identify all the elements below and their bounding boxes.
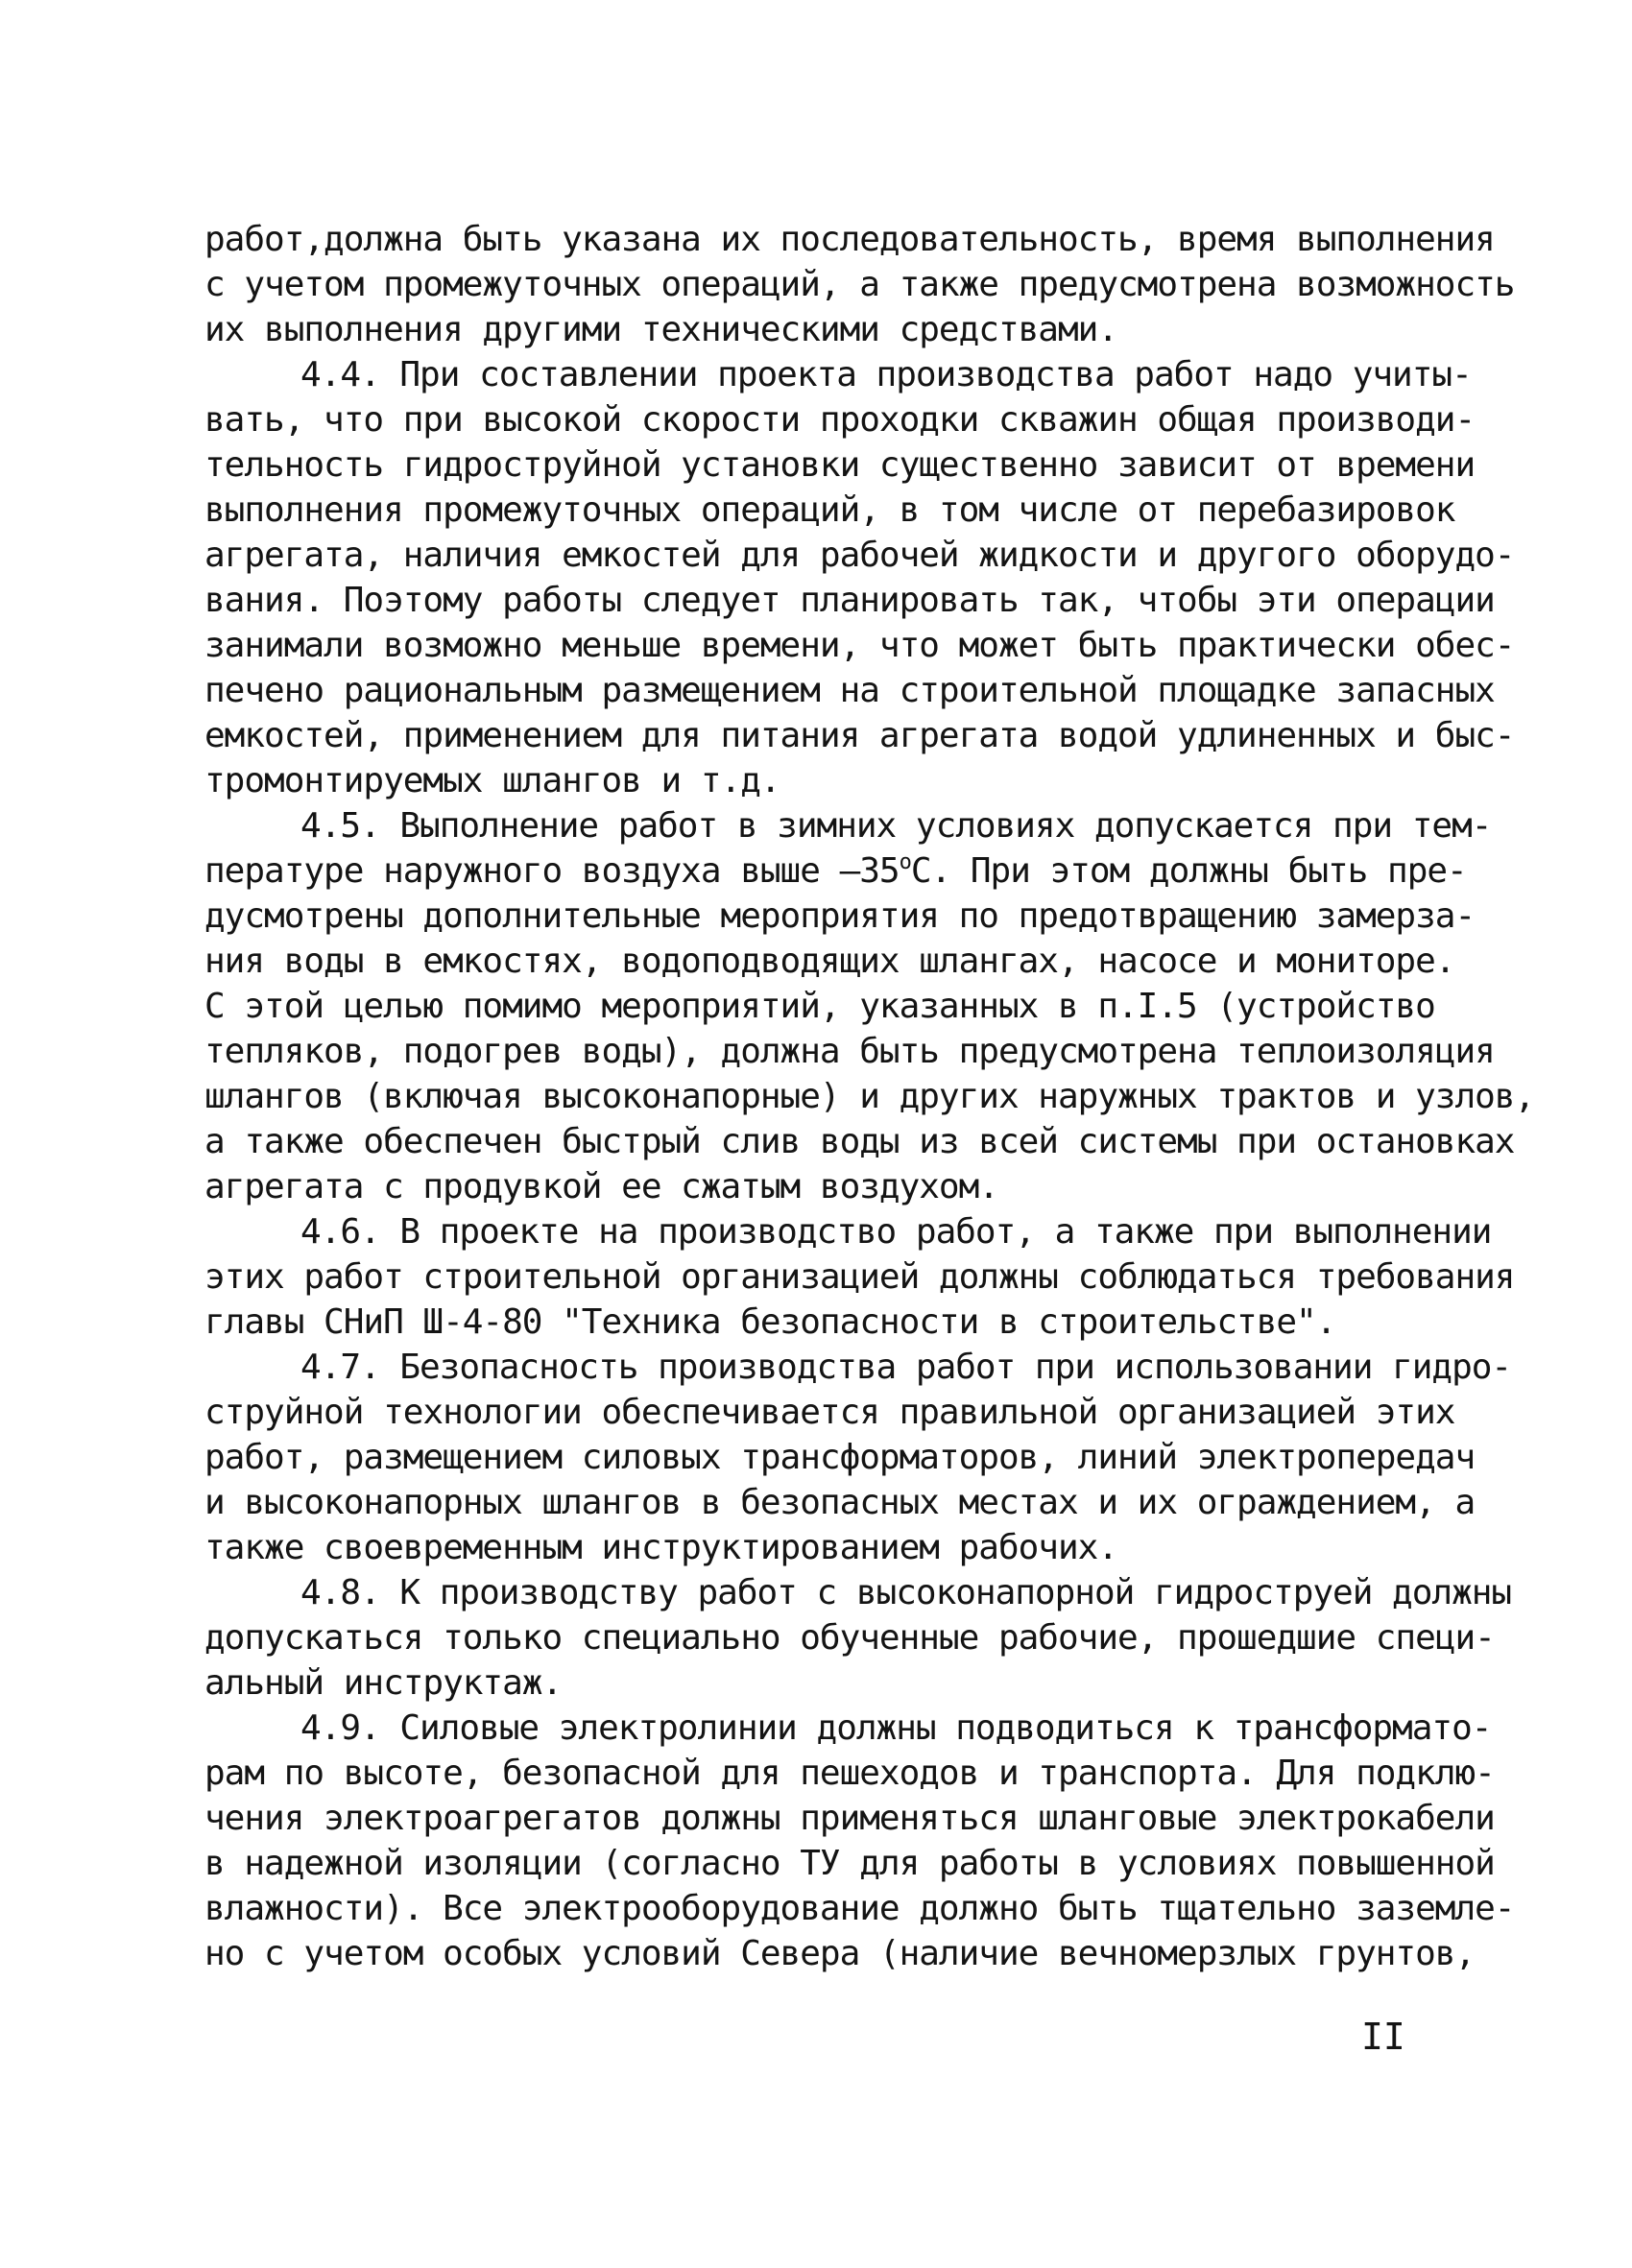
text-line: главы СНиП Ш-4-80 "Техника безопасности в строительстве". [204, 1302, 1336, 1342]
text-line: выполнения промежуточных операций, в том числе от перебазировок [204, 490, 1455, 530]
text-line: вать, что при высокой скорости проходки скважин общая производи- [204, 400, 1476, 440]
text-line: дусмотрены дополнительные мероприятия по предотвращению замерза- [204, 896, 1476, 936]
paragraph-4-6-start: 4.6. В проекте на производство работ, а также при выполнении [300, 1212, 1492, 1252]
text-line: работ, размещением силовых трансформаторов, линий электропередач [204, 1438, 1476, 1477]
text-line: рам по высоте, безопасной для пешеходов и транспорта. Для подклю- [204, 1754, 1495, 1793]
text-line: их выполнения другими техническими средствами. [204, 310, 1117, 349]
temperature-tail: С. При этом должны быть пре- [910, 851, 1467, 891]
paragraph-4-7-start: 4.7. Безопасность производства работ при использовании гидро- [300, 1348, 1512, 1387]
paragraph-4-9-start: 4.9. Силовые электролинии должны подводиться к трансформато- [300, 1708, 1492, 1748]
text-line: ния воды в емкостях, водоподводящих шлангах, насосе и мониторе. [204, 942, 1455, 981]
text-line: С этой целью помимо мероприятий, указанных в п.I.5 (устройство [204, 987, 1435, 1026]
text-line: агрегата, наличия емкостей для рабочей жидкости и другого оборудо- [204, 536, 1515, 575]
text-line: работ,должна быть указана их последовательность, время выполнения [204, 220, 1495, 259]
text-line: занимали возможно меньше времени, что может быть практически обес- [204, 626, 1515, 665]
text-line: альный инструктаж. [204, 1663, 563, 1703]
text-line: но с учетом особых условий Севера (наличие вечномерзлых грунтов, [204, 1934, 1476, 1973]
text-line: чения электроагрегатов должны применяться шланговые электрокабели [204, 1799, 1495, 1838]
text-line: также своевременным инструктированием рабочих. [204, 1528, 1117, 1567]
text-line: шлангов (включая высоконапорные) и других наружных трактов и узлов, [204, 1077, 1535, 1116]
paragraph-4-5-start: 4.5. Выполнение работ в зимних условиях допускается при тем- [300, 806, 1492, 846]
text-line: и высоконапорных шлангов в безопасных местах и их ограждением, а [204, 1483, 1476, 1522]
text-line: влажности). Все электрооборудование должно быть тщательно заземле- [204, 1889, 1515, 1928]
text-line: вания. Поэтому работы следует планировать так, чтобы эти операции [204, 581, 1495, 620]
text-line: а также обеспечен быстрый слив воды из всей системы при остановках [204, 1122, 1515, 1161]
text-line: тепляков, подогрев воды), должна быть предусмотрена теплоизоляция [204, 1032, 1495, 1071]
temperature-text: пературе наружного воздуха выше –35 [204, 851, 900, 891]
text-line: струйной технологии обеспечивается правильной организацией этих [204, 1393, 1455, 1432]
text-line: в надежной изоляции (согласно ТУ для работы в условиях повышенной [204, 1844, 1495, 1883]
text-line: печено рациональным размещением на строительной площадке запасных [204, 671, 1495, 710]
paragraph-4-4-start: 4.4. При составлении проекта производства работ надо учиты- [300, 355, 1472, 394]
page-number: II [1361, 2016, 1405, 2058]
text-line: тромонтируемых шлангов и т.д. [204, 761, 780, 800]
text-line: тельность гидроструйной установки существенно зависит от времени [204, 445, 1476, 485]
paragraph-4-8-start: 4.8. К производству работ с высоконапорной гидроструей должны [300, 1573, 1512, 1612]
text-line: допускаться только специально обученные рабочие, прошедшие специ- [204, 1618, 1495, 1658]
text-line-temperature [204, 848, 1467, 895]
text-line: с учетом промежуточных операций, а также предусмотрена возможность [204, 265, 1515, 304]
text-line: агрегата с продувкой ее сжатым воздухом. [204, 1167, 998, 1206]
degree-sign: o [899, 850, 911, 874]
text-line: емкостей, применением для питания агрегата водой удлиненных и быс- [204, 716, 1515, 755]
text-line: этих работ строительной организацией должны соблюдаться требования [204, 1257, 1515, 1297]
